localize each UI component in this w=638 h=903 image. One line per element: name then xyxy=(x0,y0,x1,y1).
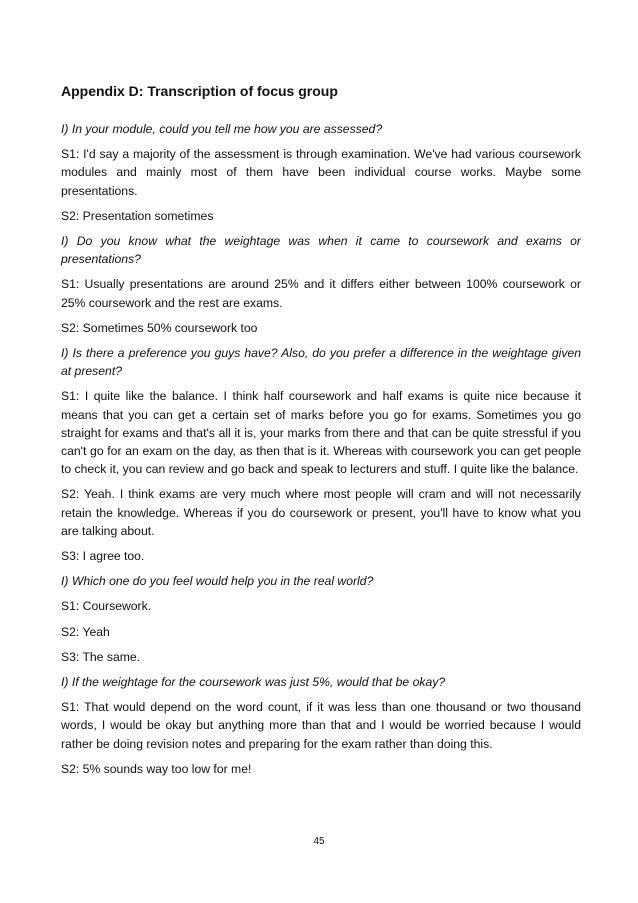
question-paragraph: I) Do you know what the weightage was when it came to coursework and exams or presentations? xyxy=(61,234,581,267)
answer-paragraph: S2: Presentation sometimes xyxy=(61,208,214,223)
answer-paragraph: S1: That would depend on the word count, if it was less than one thousand or two thousand words, I would be okay but anything more than that and I would be worried because I would rather be doing revision notes and preparing for the exam rather than doing this. xyxy=(61,700,581,751)
page-number: 45 xyxy=(313,836,325,847)
answer-paragraph: S2: Yeah xyxy=(61,624,110,639)
answer-paragraph: S1: I quite like the balance. I think half coursework and half exams is quite nice because it means that you can get a certain set of marks before you go for exams. Sometimes you go straight for exams and that's all it is, your marks from there and that can be quite stressful if you can't go for an exam on the day, as then that is it. Whereas with coursework you can get people to check it, you can review and go back and speak to lecturers and stuff. I quite like the balance. xyxy=(61,389,581,477)
question-paragraph: I) Is there a preference you guys have? Also, do you prefer a difference in the weightage given at present? xyxy=(61,346,581,379)
document-body xyxy=(61,82,581,785)
question-paragraph: I) If the weightage for the coursework was just 5%, would that be okay? xyxy=(61,675,446,690)
answer-paragraph: S2: 5% sounds way too low for me! xyxy=(61,761,252,776)
answer-paragraph: S3: I agree too. xyxy=(61,549,145,564)
answer-paragraph: S3: The same. xyxy=(61,649,141,664)
answer-paragraph: S1: Usually presentations are around 25% and it differs either between 100% coursework or 25% coursework and the rest are exams. xyxy=(61,277,581,310)
answer-paragraph: S2: Yeah. I think exams are very much where most people will cram and will not necessarily retain the knowledge. Whereas if you do coursework or present, you'll have to know what you are talking about. xyxy=(61,487,581,538)
answer-paragraph: S1: I'd say a majority of the assessment is through examination. We've had various coursework modules and mainly most of them have been individual course works. Maybe some presentations. xyxy=(61,147,581,198)
question-paragraph: I) In your module, could you tell me how you are assessed? xyxy=(61,122,383,136)
answer-paragraph: S1: Coursework. xyxy=(61,599,152,614)
answer-paragraph: S2: Sometimes 50% coursework too xyxy=(61,320,258,335)
question-paragraph: I) Which one do you feel would help you in the real world? xyxy=(61,574,374,589)
appendix-heading: Appendix D: Transcription of focus group xyxy=(61,83,338,99)
